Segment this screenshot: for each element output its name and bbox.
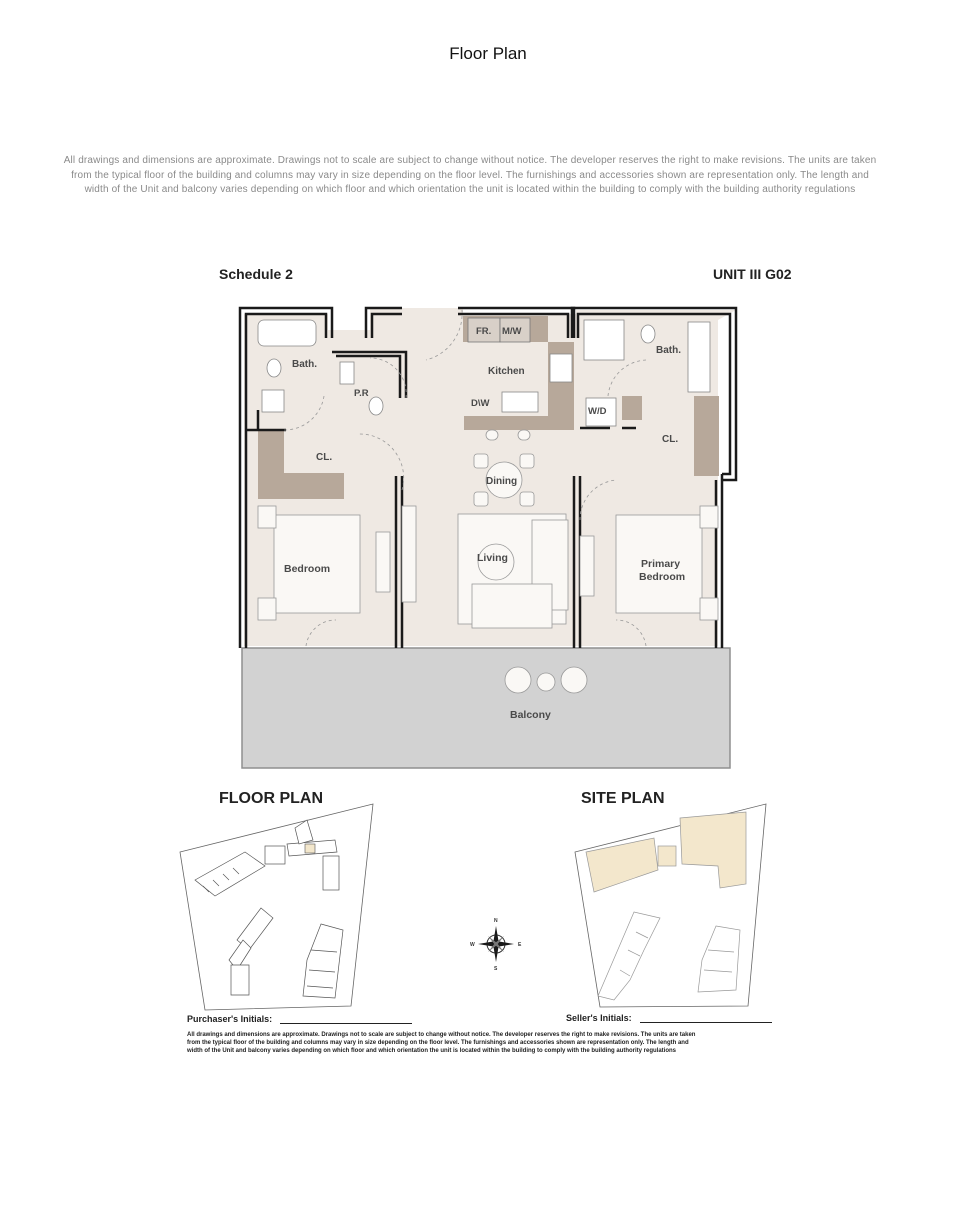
wardrobe-door [402,506,416,602]
disclaimer-line: from the typical floor of the building and columns may vary in size depending on the floor level. The furnishings and accessories shown are representation only. The length and [187,1040,689,1046]
room-label-bath-left: Bath. [292,359,317,370]
seller-initials-label: Seller's Initials: [566,1013,632,1023]
toilet-right [641,325,655,343]
toilet-left [267,359,281,377]
dining-chair [474,492,488,506]
room-label-dining: Dining [486,476,518,487]
seller-initials [566,1013,772,1023]
site-plan-drawing [570,800,775,1012]
room-label-washer-dryer: W/D [588,406,607,417]
nightstand [258,598,276,620]
sofa-chaise [472,584,552,628]
bathtub [258,320,316,346]
stool [518,430,530,440]
room-label-microwave: M/W [502,326,522,337]
vanity-right [688,322,710,392]
wd-cabinet [622,396,642,420]
unit-highlight [305,844,315,853]
balcony-area [242,648,730,768]
disclaimer-line: width of the Unit and balcony varies depending on which floor and which orientation the unit is located within the building to comply with the building authority regulations [187,1048,677,1054]
nightstand [700,598,718,620]
compass-e: E [518,942,522,948]
page-title: Floor Plan [449,44,527,63]
room-label-bedroom: Bedroom [284,563,331,575]
disclaimer-line: All drawings and dimensions are approximate. Drawings not to scale are subject to change without notice. The developer reserves the right to make revisions. The units are taken [187,1032,696,1038]
disclaimer-line: All drawings and dimensions are approximate. Drawings not to scale are subject to change without notice. The developer reserves the right to make revisions. The units are taken [63,155,877,166]
room-label-kitchen: Kitchen [488,366,525,377]
bottom-disclaimer [187,1031,787,1055]
room-label-dishwasher: D\W [471,398,490,409]
vanity-left [262,390,284,412]
disclaimer-line: from the typical floor of the building and columns may vary in size depending on the floor level. The furnishings and accessories shown are representation only. The length and [71,169,869,181]
dining-chair [474,454,488,468]
purchaser-initials [187,1014,412,1024]
disclaimer-line: width of the Unit and balcony varies depending on which floor and which orientation the unit is located within the building to comply with the building authority regulations [84,184,856,195]
purchaser-initials-label: Purchaser's Initials: [187,1014,273,1024]
site-plan-heading: SITE PLAN [581,790,665,807]
toilet-pr [369,397,383,415]
sink-pr [340,362,354,384]
building-footprints [586,812,746,892]
seller-initials-line[interactable] [640,1022,772,1023]
key-floor-plan [175,800,385,1015]
tower-outlines [598,912,740,1000]
compass-s: S [494,966,498,972]
room-label-living: Living [477,552,508,564]
nightstand [700,506,718,528]
compass-w: W [470,942,475,948]
balcony-chair [505,667,531,693]
room-label-bath-right: Bath. [656,345,681,356]
wardrobe-door [376,532,390,592]
room-label-fridge: FR. [476,326,492,337]
unit-floor-plan [236,300,738,772]
schedule-label: Schedule 2 [219,266,293,282]
room-label-closet-right: CL. [662,434,679,445]
room-label-closet-left: CL. [316,452,333,463]
balcony-table [537,673,555,691]
compass-rose-icon [468,914,524,972]
floor-plan-heading: FLOOR PLAN [219,790,323,807]
room-label-primary-bedroom: Primary [641,558,681,570]
wardrobe-door [580,536,594,596]
dining-chair [520,454,534,468]
nightstand [258,506,276,528]
top-disclaimer [40,154,900,198]
closet-right-cabinet [694,396,719,476]
shower-right [584,320,624,360]
purchaser-initials-line[interactable] [280,1023,412,1024]
building-outlines [195,820,343,998]
room-label-primary-bedroom-line2: Bedroom [639,571,686,583]
kitchen-sink [502,392,538,412]
dining-chair [520,492,534,506]
balcony-chair [561,667,587,693]
room-label-balcony: Balcony [510,709,551,721]
stove [550,354,572,382]
stool [486,430,498,440]
compass-n: N [494,918,498,924]
room-label-powder-room: P.R [354,388,369,399]
site-boundary [180,804,373,1010]
unit-label: UNIT III G02 [713,266,792,282]
